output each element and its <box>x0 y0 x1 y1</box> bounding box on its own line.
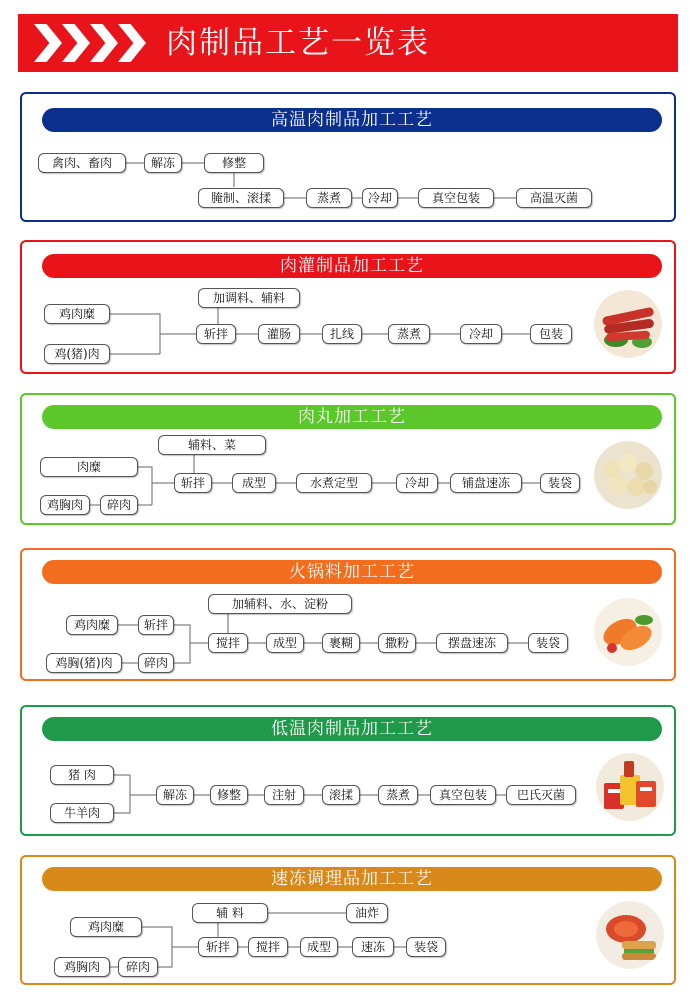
step-box: 修整 <box>210 785 248 805</box>
step-box: 摆盘速冻 <box>436 633 508 653</box>
step-box: 搅拌 <box>208 633 248 653</box>
step-box: 水煮定型 <box>296 473 372 493</box>
step-box: 加辅料、水、淀粉 <box>208 594 352 614</box>
step-box: 鸡胸肉 <box>54 957 110 977</box>
step-box: 扎线 <box>322 324 362 344</box>
step-box: 成型 <box>266 633 304 653</box>
step-box: 蒸煮 <box>378 785 418 805</box>
step-box: 巴氏灭菌 <box>506 785 576 805</box>
step-box: 装袋 <box>540 473 580 493</box>
step-box: 装袋 <box>406 937 446 957</box>
step-box: 撒粉 <box>378 633 416 653</box>
section-sudong <box>20 855 676 985</box>
section-title: 肉灌制品加工工艺 <box>42 254 662 278</box>
flow-connectors <box>22 242 678 376</box>
step-box: 蒸煮 <box>306 188 352 208</box>
step-box: 铺盘速冻 <box>450 473 522 493</box>
step-box: 斩拌 <box>174 473 212 493</box>
section-title: 肉丸加工工艺 <box>42 405 662 429</box>
step-box: 冷却 <box>362 188 398 208</box>
step-box: 冷却 <box>396 473 438 493</box>
step-box: 鸡肉糜 <box>70 917 142 937</box>
step-box: 斩拌 <box>138 615 174 635</box>
step-box: 装袋 <box>528 633 568 653</box>
sausage-photo <box>594 290 662 358</box>
title-banner <box>18 14 678 72</box>
chevron-right-icon <box>90 24 118 62</box>
section-huoguo <box>20 548 676 681</box>
step-box: 注射 <box>264 785 304 805</box>
step-box: 碎肉 <box>100 495 138 515</box>
section-gaowen <box>20 92 676 222</box>
step-box: 灌肠 <box>258 324 300 344</box>
step-box: 包装 <box>530 324 572 344</box>
prepared-food-photo <box>596 901 664 969</box>
page-title: 肉制品工艺一览表 <box>166 25 430 61</box>
step-box: 滚揉 <box>322 785 360 805</box>
section-title: 火锅料加工工艺 <box>42 560 662 584</box>
step-box: 斩拌 <box>198 937 238 957</box>
section-title: 速冻调理品加工工艺 <box>42 867 662 891</box>
step-box: 鸡(猪)肉 <box>44 344 110 364</box>
chevron-right-icon <box>62 24 90 62</box>
step-box: 牛羊肉 <box>50 803 114 823</box>
step-box: 鸡胸肉 <box>40 495 90 515</box>
step-box: 解冻 <box>156 785 194 805</box>
step-box: 真空包装 <box>418 188 494 208</box>
step-box: 油炸 <box>346 903 388 923</box>
step-box: 加调料、辅料 <box>198 288 300 308</box>
step-box: 禽肉、畜肉 <box>38 153 126 173</box>
flow-connectors <box>22 707 678 838</box>
section-title: 低温肉制品加工工艺 <box>42 717 662 741</box>
step-box: 鸡胸(猪)肉 <box>46 653 122 673</box>
step-box: 真空包装 <box>430 785 496 805</box>
step-box: 蒸煮 <box>388 324 430 344</box>
step-box: 高温灭菌 <box>516 188 592 208</box>
step-box: 鸡肉糜 <box>66 615 118 635</box>
step-box: 肉糜 <box>40 457 138 477</box>
step-box: 搅拌 <box>248 937 288 957</box>
section-diwen <box>20 705 676 836</box>
step-box: 斩拌 <box>196 324 236 344</box>
step-box: 冷却 <box>460 324 502 344</box>
meatball-photo <box>594 441 662 509</box>
step-box: 成型 <box>300 937 338 957</box>
step-box: 辅料、菜 <box>158 435 266 455</box>
section-rouwan <box>20 393 676 525</box>
step-box: 辅 料 <box>192 903 268 923</box>
step-box: 解冻 <box>144 153 182 173</box>
hotpot-photo <box>594 598 662 666</box>
chevron-right-icon <box>34 24 62 62</box>
chevron-right-icon <box>118 24 146 62</box>
step-box: 碎肉 <box>138 653 174 673</box>
step-box: 成型 <box>232 473 276 493</box>
step-box: 修整 <box>204 153 264 173</box>
section-guanzhi <box>20 240 676 374</box>
step-box: 碎肉 <box>118 957 158 977</box>
step-box: 鸡肉糜 <box>44 304 110 324</box>
step-box: 速冻 <box>352 937 394 957</box>
lowtemp-product-photo <box>596 753 664 821</box>
step-box: 腌制、滚揉 <box>198 188 284 208</box>
step-box: 裹糊 <box>322 633 360 653</box>
section-title: 高温肉制品加工工艺 <box>42 108 662 132</box>
step-box: 猪 肉 <box>50 765 114 785</box>
